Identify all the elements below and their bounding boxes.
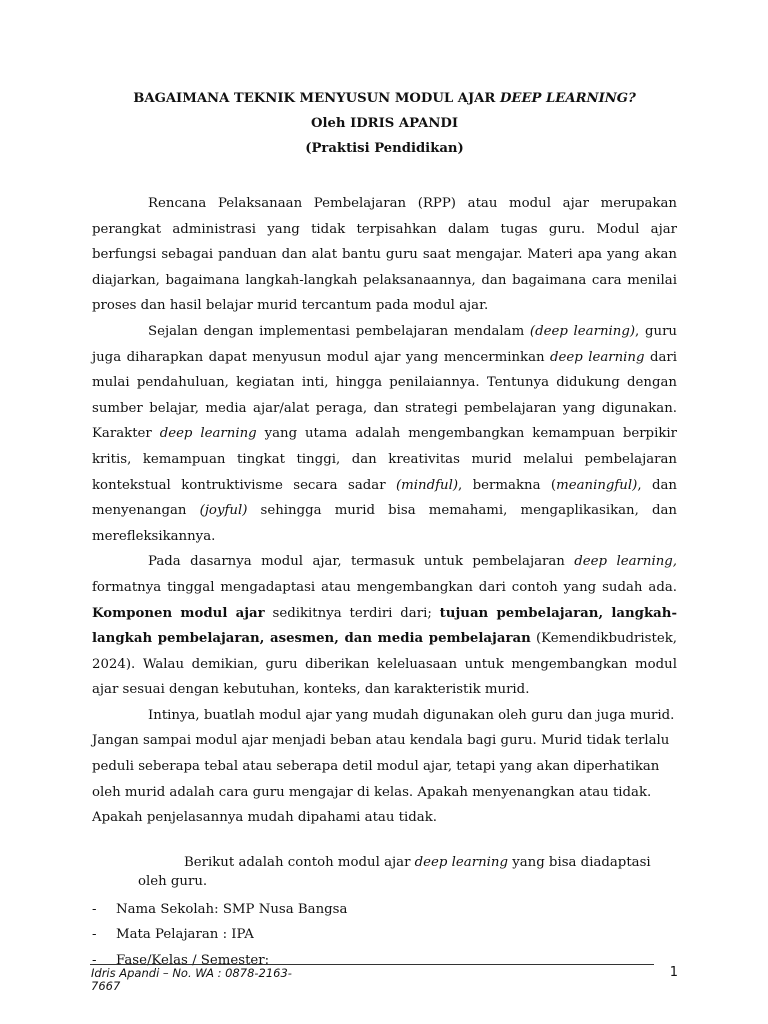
example-intro [138,853,677,891]
title-italic: DEEP LEARNING? [499,91,636,106]
text-run: Sejalan dengan implementasi pembelajaran mendalam [148,323,530,339]
paragraph [92,703,677,831]
paragraph [92,549,677,703]
footer-divider [90,964,654,965]
paragraph [92,191,677,319]
bold-text: tujuan pembelajaran, langkah-langkah pembelajaran, asesmen, dan media pembelajaran [92,605,677,647]
paragraph [92,319,677,549]
list-dash: - [92,901,97,917]
list-item-text: Mata Pelajaran : IPA [116,927,254,943]
italic-text: (mindful) [395,477,459,493]
text-run: Rencana Pelaksanaan Pembelajaran (RPP) atau modul ajar merupakan perangkat administrasi yang tidak terpisahkan dalam tugas guru. Modul ajar berfungsi sebagai panduan dan alat bantu guru saat mengajar. Materi apa yang akan diajarkan, bagaimana langkah-langkah pelaksanaannya, dan bagaimana cara menilai proses dan hasil belajar murid tercantum pada modul ajar. [92,196,677,314]
italic-text: deep learning [159,426,257,442]
role-line: (Praktisi Pendidikan) [305,141,464,156]
document-title [92,86,677,111]
document-page [92,86,677,973]
text-run: formatnya tinggal mengadaptasi atau mengembangkan dari contoh yang sudah ada. [92,579,677,595]
text-run: Intinya, buatlah modul ajar yang mudah digunakan oleh guru dan juga murid. Jangan sampai modul ajar menjadi beban atau kendala bagi guru. Murid tidak terlalu peduli seberapa tebal atau seberapa detil modul ajar, tetapi yang akan diperhatikan oleh murid adalah cara guru mengajar di kelas. Apakah menyenangkan atau tidak. Apakah penjelasannya mudah dipahami atau tidak. [92,707,675,826]
text-run: dari mulai pendahuluan, kegiatan inti, hingga penilaiannya. Tentunya didukung dengan sumber belajar, media ajar/alat peraga, dan strategi pembelajaran yang digunakan. Karakter [92,349,677,442]
italic-text: meaningful) [556,477,638,493]
text-run: , dan menyenangan [92,477,677,519]
bold-text: Komponen modul ajar [92,605,265,621]
italic-text: (joyful) [199,503,248,519]
text-run: , bermakna ( [458,477,557,493]
text-run: sedikitnya terdiri dari; [264,605,440,621]
italic-text: deep learning [550,349,645,365]
list-item [92,897,677,923]
page-number: 1 [669,965,678,980]
title-main: BAGAIMANA TEKNIK MENYUSUN MODUL AJAR [133,91,500,106]
text-run: Pada dasarnya modul ajar, termasuk untuk pembelajaran [148,554,575,570]
list-item [92,922,677,948]
italic-text: deep learning, [574,554,677,570]
intro-text: Berikut adalah contoh modul ajar [184,854,415,870]
list-dash: - [92,952,97,968]
intro-text-end: yang bisa diadaptasi oleh guru. [138,854,651,889]
list-item-text: Fase/Kelas / Semester: [116,952,270,968]
author-line: Oleh IDRIS APANDI [311,116,458,131]
text-run: yang utama adalah mengembangkan kemampuan berpikir kritis, kemampuan tingkat tinggi, dan kreativitas murid melalui pembelajaran kontekstual kontruktivisme secara sadar [92,426,677,493]
text-run: (Kemendikbudristek, 2024). Walau demikian, guru diberikan keleluasaan untuk mengembangkan modul ajar sesuai dengan kebutuhan, konteks, dan karakteristik murid. [92,631,677,698]
text-run: sehingga murid bisa memahami, mengaplikasikan, dan merefleksikannya. [92,503,677,544]
module-info-list [92,897,677,974]
intro-italic: deep learning [414,854,508,870]
list-item-text: Nama Sekolah: SMP Nusa Bangsa [116,901,348,917]
footer-author-contact: Idris Apandi – No. WA : 0878-2163-7667 [91,966,292,993]
body-text [92,191,677,831]
text-run: , guru juga diharapkan dapat menyusun modul ajar yang mencerminkan [92,323,677,365]
list-dash: - [92,927,97,943]
italic-text: (deep learning) [529,323,636,339]
